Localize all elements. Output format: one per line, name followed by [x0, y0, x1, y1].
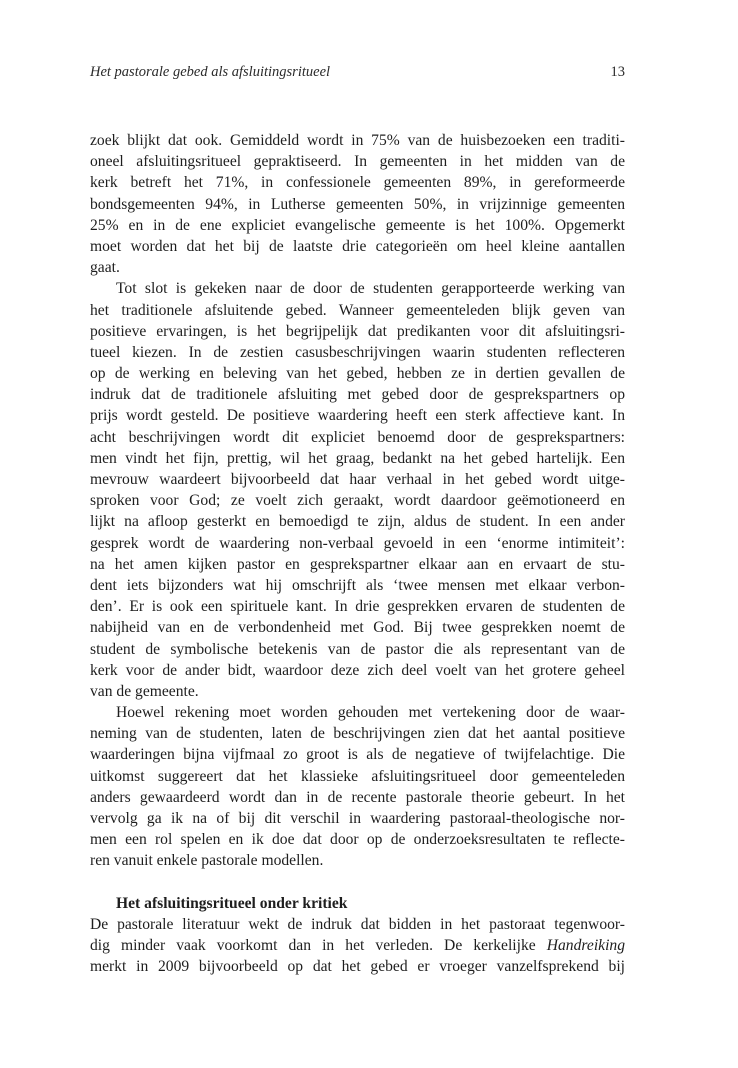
paragraph-2-line: den’. Er is ook een spirituele kant. In drie gesprekken ervaren de studenten de — [90, 598, 625, 616]
paragraph-3-line: vervolg ga ik na of bij dit verschil in waardering pastoraal-theologische nor- — [90, 810, 625, 827]
paragraph-2-line: van de gemeente. — [90, 682, 199, 700]
paragraph-1-line: gaat. — [90, 259, 120, 277]
paragraph-2-line: kerk voor de ander bidt, waardoor deze zich deel voelt van het grotere geheel — [90, 661, 625, 679]
paragraph-2-line: gesprek wordt de waardering non-verbaal gevoeld in een ‘enorme intimiteit’: — [90, 534, 625, 552]
paragraph-1-line: oneel afsluitingsritueel gepraktiseerd. In gemeenten in het midden van de — [90, 153, 625, 171]
paragraph-2-line: op de werking en beleving van het gebed, hebben ze in dertien gevallen de — [90, 365, 625, 383]
page-number: 13 — [610, 64, 625, 80]
handreiking-term: Handreiking — [546, 937, 625, 955]
section-heading: Het afsluitingsritueel onder kritiek — [116, 894, 348, 912]
paragraph-2-line: indruk dat de traditionele afsluiting met gebed door de gesprekspartners op — [90, 386, 625, 404]
paragraph-2-line: sproken voor God; ze voelt zich geraakt, wordt daardoor geëmotioneerd en — [90, 492, 625, 510]
paragraph-1-line: bondsgemeenten 94%, in Lutherse gemeenten 50%, in vrijzinnige gemeenten — [90, 195, 625, 213]
paragraph-2-line: positieve ervaringen, is het begrijpelijk dat predikanten voor dit afsluitingsri- — [90, 322, 625, 340]
paragraph-1-line: 25% en in de ene expliciet evangelische gemeente is het 100%. Opgemerkt — [90, 216, 625, 234]
paragraph-1-line: kerk betreft het 71%, in confessionele gemeenten 89%, in gereformeerde — [90, 174, 625, 192]
section-line-text: dig minder vaak voorkomt dan in het verleden. De kerkelijke — [90, 937, 536, 955]
paragraph-3-line: waarderingen bijna vijfmaal zo groot is als de negatieve of twijfelachtige. Die — [90, 746, 625, 764]
paragraph-2-line: Tot slot is gekeken naar de door de studenten gerapporteerde werking van — [116, 280, 625, 298]
body-text — [90, 130, 625, 978]
paragraph-2-line: het traditionele afsluitende gebed. Wanneer gemeenteleden blijk geven van — [90, 301, 625, 319]
paragraph-2-line: student de symbolische betekenis van de pastor die als representant van de — [90, 640, 625, 658]
paragraph-3-line: uitkomst suggereert dat het klassieke afsluitingsritueel door gemeenteleden — [90, 767, 625, 785]
section-paragraph-line: De pastorale literatuur wekt de indruk dat bidden in het pastoraat tegenwoor- — [90, 915, 625, 933]
running-head — [90, 64, 625, 84]
paragraph-2-line: prijs wordt gesteld. De positieve waardering heeft een sterk affectieve kant. In — [90, 407, 625, 425]
paragraph-3-line: men een rol spelen en ik doe dat door op de onderzoeksresultaten te reflecte- — [90, 831, 625, 849]
paragraph-3-line: Hoewel rekening moet worden gehouden met vertekening door de waar- — [116, 704, 625, 722]
section-paragraph-line: merkt in 2009 bijvoorbeeld op dat het gebed er vroeger vanzelfsprekend bij — [90, 958, 625, 976]
paragraph-2-line: lijkt na afloop gesterkt en bemoedigd te zijn, aldus de student. In een ander — [90, 513, 625, 531]
paragraph-2-line: nabijheid van en de verbondenheid met God. Bij twee gesprekken noemt de — [90, 619, 625, 637]
paragraph-2-line: dent iets bijzonders wat hij omschrijft als ‘twee mensen met elkaar verbon- — [90, 576, 625, 594]
paragraph-2-line: acht beschrijvingen wordt dit expliciet benoemd door de gesprekspartners: — [90, 428, 625, 446]
section-paragraph-line — [90, 935, 625, 956]
paragraph-2-line: na het amen kijken pastor en gesprekspartner elkaar aan en ervaart de stu- — [90, 555, 625, 573]
paragraph-1-line: zoek blijkt dat ook. Gemiddeld wordt in 75% van de huisbezoeken een traditi- — [90, 132, 625, 149]
section-spacer — [90, 872, 625, 893]
paragraph-2-line: men vindt het fijn, prettig, wil het graag, bedankt na het gebed hartelijk. Een — [90, 449, 625, 467]
paragraph-1-line: moet worden dat het bij de laatste drie categorieën om heel kleine aantallen — [90, 237, 625, 255]
running-head-title: Het pastorale gebed als afsluitingsritueel — [90, 64, 331, 80]
paragraph-3-line: anders gewaardeerd wordt dan in de recente pastorale theorie gebeurt. In het — [90, 788, 625, 806]
paragraph-3-line: neming van de studenten, laten de beschrijvingen zien dat het aantal positieve — [90, 725, 625, 743]
paragraph-2-line: tueel kiezen. In de zestien casusbeschrijvingen waarin studenten reflecteren — [90, 343, 625, 361]
paragraph-2-line: mevrouw waardeert bijvoorbeeld dat haar verhaal in het gebed wordt uitge- — [90, 471, 625, 488]
paragraph-3-line: ren vanuit enkele pastorale modellen. — [90, 852, 324, 870]
